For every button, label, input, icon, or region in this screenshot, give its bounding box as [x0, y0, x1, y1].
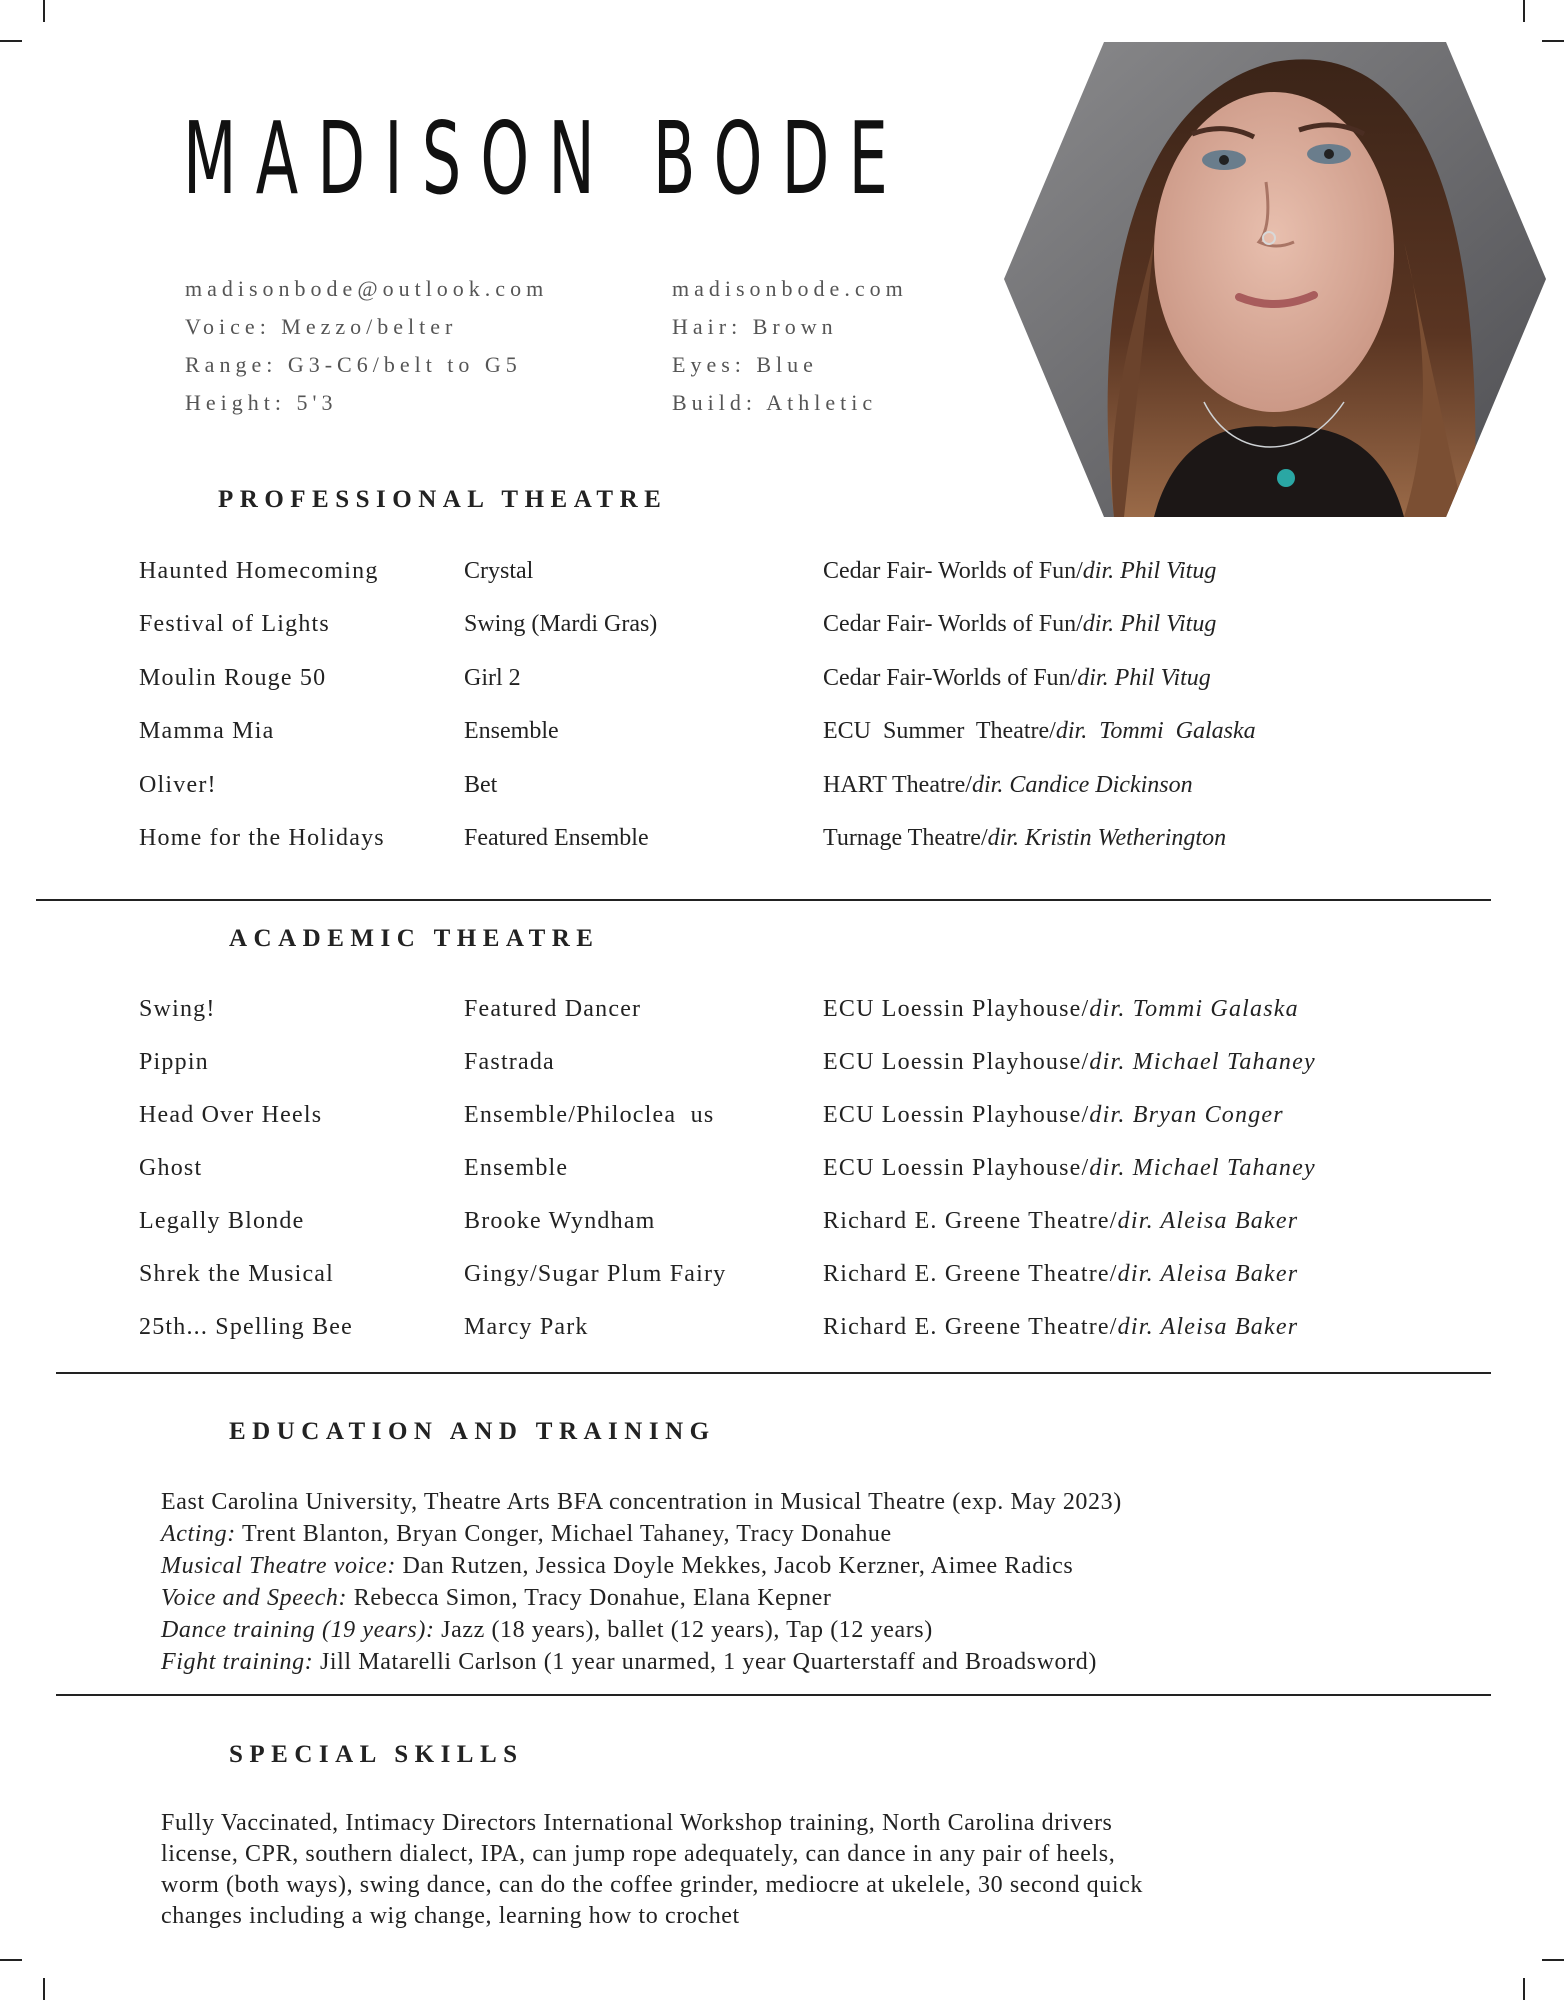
education-body [161, 1486, 1122, 1678]
skills-body [161, 1808, 1361, 1932]
training-line [161, 1550, 1122, 1582]
crop-mark [43, 1978, 45, 2000]
venue-name: Cedar Fair- Worlds of Fun/ [823, 611, 1083, 637]
skills-line: Fully Vaccinated, Intimacy Directors International Workshop training, North Carolina drivers [161, 1810, 1113, 1836]
venue-name: Turnage Theatre/ [823, 825, 988, 851]
role: Ensemble/Philoclea us [464, 1102, 715, 1128]
academic-heading: ACADEMIC THEATRE [229, 925, 600, 952]
education-heading: EDUCATION AND TRAINING [229, 1418, 716, 1445]
headshot-photo [1004, 42, 1546, 517]
venue-name: Richard E. Greene Theatre/ [823, 1208, 1118, 1234]
training-label: Acting: [161, 1521, 236, 1547]
crop-mark [0, 1959, 22, 1961]
contact-email[interactable]: madisonbode@outlook.com [185, 276, 549, 301]
section-divider [36, 899, 1491, 901]
professional-heading: PROFESSIONAL THEATRE [218, 486, 668, 513]
training-line [161, 1614, 1122, 1646]
contact-eyes: Eyes: Blue [672, 352, 818, 377]
contact-left [185, 270, 548, 422]
training-text: Dan Rutzen, Jessica Doyle Mekkes, Jacob Kerzner, Aimee Radics [395, 1553, 1074, 1579]
venue-name: ECU Loessin Playhouse/ [823, 1102, 1090, 1128]
show-title: Pippin [139, 1049, 209, 1075]
role: Bet [464, 772, 498, 798]
venue [823, 825, 1226, 852]
venue-name: ECU Loessin Playhouse/ [823, 1155, 1090, 1181]
director: dir. Aleisa Baker [1117, 1314, 1299, 1340]
director: dir. Aleisa Baker [1117, 1261, 1299, 1287]
contact-right [672, 270, 908, 422]
venue [823, 611, 1216, 638]
director: dir. Tommi Galaska [1055, 718, 1256, 744]
director: dir. Kristin Wetherington [987, 825, 1227, 851]
venue-name: Richard E. Greene Theatre/ [823, 1261, 1118, 1287]
contact-voice: Voice: Mezzo/belter [185, 314, 458, 339]
training-line [161, 1646, 1122, 1678]
education-degree: East Carolina University, Theatre Arts BFA concentration in Musical Theatre (exp. May 2023) [161, 1489, 1122, 1515]
venue-name: Cedar Fair- Worlds of Fun/ [823, 558, 1083, 584]
director: dir. Tommi Galaska [1089, 996, 1299, 1022]
role: Crystal [464, 558, 534, 584]
role: Fastrada [464, 1049, 555, 1075]
training-text: Trent Blanton, Bryan Conger, Michael Tahaney, Tracy Donahue [235, 1521, 892, 1547]
training-text: Jazz (18 years), ballet (12 years), Tap (12 years) [434, 1617, 933, 1643]
venue-name: Cedar Fair-Worlds of Fun/ [823, 665, 1078, 691]
venue [823, 1102, 1284, 1129]
show-title: Swing! [139, 996, 216, 1022]
venue-name: Richard E. Greene Theatre/ [823, 1314, 1118, 1340]
contact-hair: Hair: Brown [672, 314, 838, 339]
role: Ensemble [464, 1155, 569, 1181]
section-divider [56, 1694, 1491, 1696]
venue [823, 1314, 1298, 1341]
show-title: Mamma Mia [139, 718, 275, 744]
skills-line: changes including a wig change, learning how to crochet [161, 1903, 740, 1929]
role: Marcy Park [464, 1314, 589, 1340]
role: Ensemble [464, 718, 559, 744]
show-title: Festival of Lights [139, 611, 330, 637]
training-line [161, 1518, 1122, 1550]
contact-height: Height: 5'3 [185, 390, 338, 415]
venue [823, 772, 1193, 799]
crop-mark [0, 40, 22, 42]
crop-mark [1542, 1959, 1564, 1961]
venue [823, 558, 1216, 585]
venue [823, 996, 1299, 1023]
venue [823, 665, 1211, 692]
venue [823, 1155, 1316, 1182]
training-text: Rebecca Simon, Tracy Donahue, Elana Kepner [347, 1585, 832, 1611]
venue [823, 1261, 1298, 1288]
contact-build: Build: Athletic [672, 390, 878, 415]
contact-range: Range: G3-C6/belt to G5 [185, 352, 522, 377]
role: Featured Ensemble [464, 825, 649, 851]
venue-name: ECU Summer Theatre/ [823, 718, 1056, 744]
show-title: Oliver! [139, 772, 217, 798]
skills-line: worm (both ways), swing dance, can do the coffee grinder, mediocre at ukelele, 30 second quick [161, 1872, 1144, 1898]
show-title: Haunted Homecoming [139, 558, 379, 584]
skills-heading: SPECIAL SKILLS [229, 1741, 524, 1768]
role: Featured Dancer [464, 996, 642, 1022]
director: dir. Phil Vitug [1077, 665, 1211, 691]
show-title: 25th... Spelling Bee [139, 1314, 353, 1340]
director: dir. Phil Vitug [1082, 611, 1217, 637]
show-title: Home for the Holidays [139, 825, 385, 851]
venue-name: ECU Loessin Playhouse/ [823, 996, 1090, 1022]
director: dir. Michael Tahaney [1089, 1155, 1316, 1181]
venue [823, 1208, 1298, 1235]
show-title: Legally Blonde [139, 1208, 305, 1234]
director: dir. Bryan Conger [1089, 1102, 1284, 1128]
venue-name: ECU Loessin Playhouse/ [823, 1049, 1090, 1075]
training-label: Fight training: [161, 1649, 314, 1675]
director: dir. Aleisa Baker [1117, 1208, 1299, 1234]
skills-line: license, CPR, southern dialect, IPA, can jump rope adequately, can dance in any pair of heels, [161, 1841, 1116, 1867]
role: Swing (Mardi Gras) [464, 611, 658, 637]
venue [823, 1049, 1316, 1076]
role: Gingy/Sugar Plum Fairy [464, 1261, 727, 1287]
crop-mark [43, 0, 45, 22]
training-line [161, 1582, 1122, 1614]
crop-mark [1523, 0, 1525, 22]
section-divider [56, 1372, 1491, 1374]
director: dir. Michael Tahaney [1089, 1049, 1316, 1075]
role: Brooke Wyndham [464, 1208, 656, 1234]
director: dir. Phil Vitug [1082, 558, 1217, 584]
training-text: Jill Matarelli Carlson (1 year unarmed, 1 year Quarterstaff and Broadsword) [313, 1649, 1097, 1675]
venue-name: HART Theatre/ [823, 772, 972, 798]
show-title: Head Over Heels [139, 1102, 323, 1128]
role: Girl 2 [464, 665, 521, 691]
training-label: Dance training (19 years): [161, 1617, 435, 1643]
training-label: Musical Theatre voice: [161, 1553, 396, 1579]
venue [823, 718, 1256, 745]
crop-mark [1523, 1978, 1525, 2000]
director: dir. Candice Dickinson [971, 772, 1193, 798]
show-title: Shrek the Musical [139, 1261, 335, 1287]
contact-website[interactable]: madisonbode.com [672, 276, 908, 301]
training-label: Voice and Speech: [161, 1585, 348, 1611]
show-title: Moulin Rouge 50 [139, 665, 327, 691]
show-title: Ghost [139, 1155, 203, 1181]
page-title: MADISON BODE [183, 100, 907, 217]
